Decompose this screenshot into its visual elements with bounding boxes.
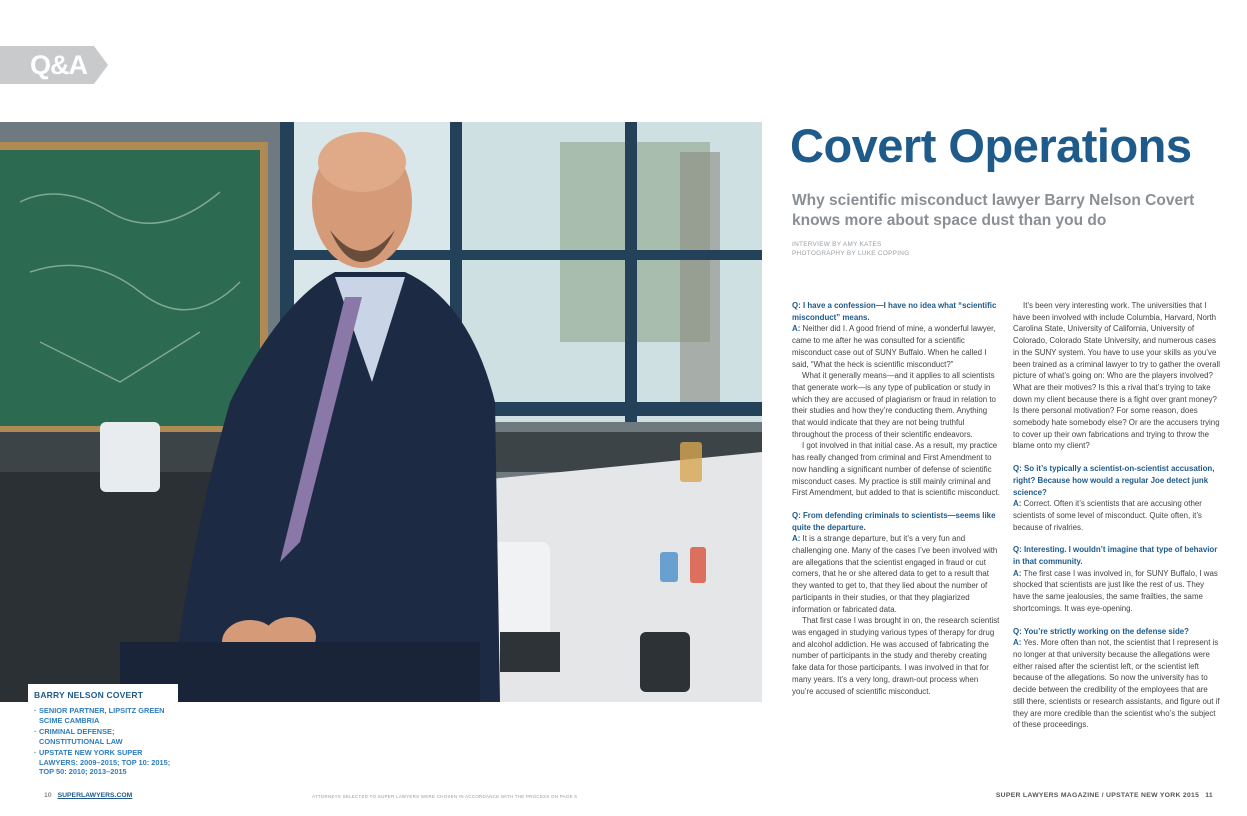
answer xyxy=(792,323,1000,370)
article-credits xyxy=(792,240,909,258)
article-column-left xyxy=(792,300,1000,708)
caption-item: · SENIOR PARTNER, LIPSITZ GREEN SCIME CAMBRIA xyxy=(34,706,172,725)
footer-disclaimer: ATTORNEYS SELECTED TO SUPER LAWYERS WERE CHOSEN IN ACCORDANCE WITH THE PROCESS ON PAGE 6 xyxy=(312,794,578,799)
question: Q: So it’s typically a scientist-on-scientist accusation, right? Because how would a regular Joe detect junk science? xyxy=(1013,464,1215,497)
caption-list xyxy=(34,706,172,777)
answer-label: A: xyxy=(1013,568,1022,578)
footer-left xyxy=(44,792,132,799)
question: Q: From defending criminals to scientists—seems like quite the departure. xyxy=(792,510,996,532)
answer-paragraph: What it generally means—and it applies to all scientists that generate work—is any type of publication or study in which they are accused of plagiarism or fraud in relation to their studies and how they’re conducting them. Anything that would indicate that they are not being truthful throughout the process of their scientific endeavors. xyxy=(792,371,996,439)
question: Q: You’re strictly working on the defense side? xyxy=(1013,626,1189,636)
answer-text: Neither did I. A good friend of mine, a wonderful lawyer, came to me after he was consulted for a scientific misconduct case out of SUNY Buffalo. When he called I said, “What the heck is scientific misconduct?” xyxy=(792,324,996,369)
interview-credit: INTERVIEW BY AMY KATES xyxy=(792,241,882,248)
answer-label: A: xyxy=(792,324,801,334)
qa-block xyxy=(1013,544,1221,614)
site-link[interactable]: SUPERLAWYERS.COM xyxy=(57,792,133,799)
answer-paragraph: I got involved in that initial case. As a result, my practice has really changed from criminal and First Amendment to now handling a significant number of defense of scientific misconduct cases. My practice is still mainly criminal and First Amendment, but added to that is scientific misconduct. xyxy=(792,441,1000,498)
answer-text: The first case I was involved in, for SUNY Buffalo, I was shocked that scientists are just like the rest of us. They have the same jealousies, the same frailties, the same shortcomings. It was eye-opening. xyxy=(1013,568,1218,613)
photo-illustration xyxy=(0,122,762,702)
qa-block xyxy=(1013,463,1221,533)
question: Q: I have a confession—I have no idea what “scientific misconduct” means. xyxy=(792,301,997,322)
question: Q: Interesting. I wouldn’t imagine that type of behavior in that community. xyxy=(1013,545,1218,567)
answer xyxy=(1013,498,1221,533)
qa-block xyxy=(1013,626,1221,731)
answer-text: Yes. More often than not, the scientist that I represent is no longer at that university because the allegations were either raised after the scientist left, or the scientist left because of the allegations. So now the university has to decide between the credibility of the employees that are still there, scientists or research assistants, and figure out if they are more credible than the scientist who’s the subject of these proceedings. xyxy=(1013,638,1220,730)
footer-right xyxy=(996,792,1213,799)
page-number-left: 10 xyxy=(44,792,52,799)
answer-label: A: xyxy=(1013,499,1022,509)
caption-item: · UPSTATE NEW YORK SUPER LAWYERS: 2009–2015; TOP 10: 2015; TOP 50: 2010; 2013–2015 xyxy=(34,748,172,777)
article-column-right xyxy=(1013,300,1221,742)
article-subtitle: Why scientific misconduct lawyer Barry Nelson Covert knows more about space dust than you do xyxy=(792,192,1195,229)
qa-block xyxy=(792,300,1000,499)
magazine-name: SUPER LAWYERS MAGAZINE / UPSTATE NEW YORK 2015 xyxy=(995,792,1200,799)
caption-item: · CRIMINAL DEFENSE; CONSTITUTIONAL LAW xyxy=(34,727,172,746)
article-title: Covert Operations xyxy=(790,119,1192,172)
answer xyxy=(792,533,1000,615)
section-tab-label: Q&A xyxy=(30,50,87,80)
caption-box xyxy=(28,684,178,792)
answer-label: A: xyxy=(1013,638,1022,648)
answer-text: It is a strange departure, but it’s a very fun and challenging one. Many of the cases I’ve been involved with are allegations that the scientist engaged in fraud or cut corners, that he or she altered data to get to a result that they wanted to get to, that they lied about the number of participants in their studies, or that they plagiarized information or fabricated data. xyxy=(792,534,998,614)
section-tab xyxy=(0,46,108,84)
answer xyxy=(1013,637,1221,731)
caption-name: BARRY NELSON COVERT xyxy=(34,690,144,700)
photography-credit: PHOTOGRAPHY BY LUKE COPPING xyxy=(792,250,910,257)
answer-paragraph: That first case I was brought in on, the research scientist was engaged in studying various types of therapy for drug and alcohol addiction. He was accused of fabricating the number of participants in the study and thereby creating fake data for those participants. I was involved in that for many years. It’s a very long, drawn-out process when you’re accused of scientific misconduct. xyxy=(792,616,1000,696)
qa-block xyxy=(792,510,1000,697)
answer xyxy=(1013,568,1221,615)
portrait-photo xyxy=(0,122,762,776)
answer-paragraph: It’s been very interesting work. The universities that I have been involved with include Columbia, Harvard, North Carolina State, University of California, University of Colorado, Colorado State University, and numerous cases in the SUNY system. You have to use your skills as you’ve been trained as a criminal lawyer to try to gather the overall picture of what’s going on: Who are the players involved? What are their motives? Is this a rival that’s trying to take down my client because there is a fight over grant money? Is there personal motivation? For some reason, does somebody hate somebody else? Or are the accusers trying to cover up their own fabrications and trying to throw the blame onto my client? xyxy=(1013,301,1221,451)
answer-text: Correct. Often it’s scientists that are accusing other scientists of some level of misconduct. Quite often, it’s because of rivalries. xyxy=(1013,499,1202,532)
answer-label: A: xyxy=(792,534,801,544)
page-number-right: 11 xyxy=(1205,792,1213,799)
